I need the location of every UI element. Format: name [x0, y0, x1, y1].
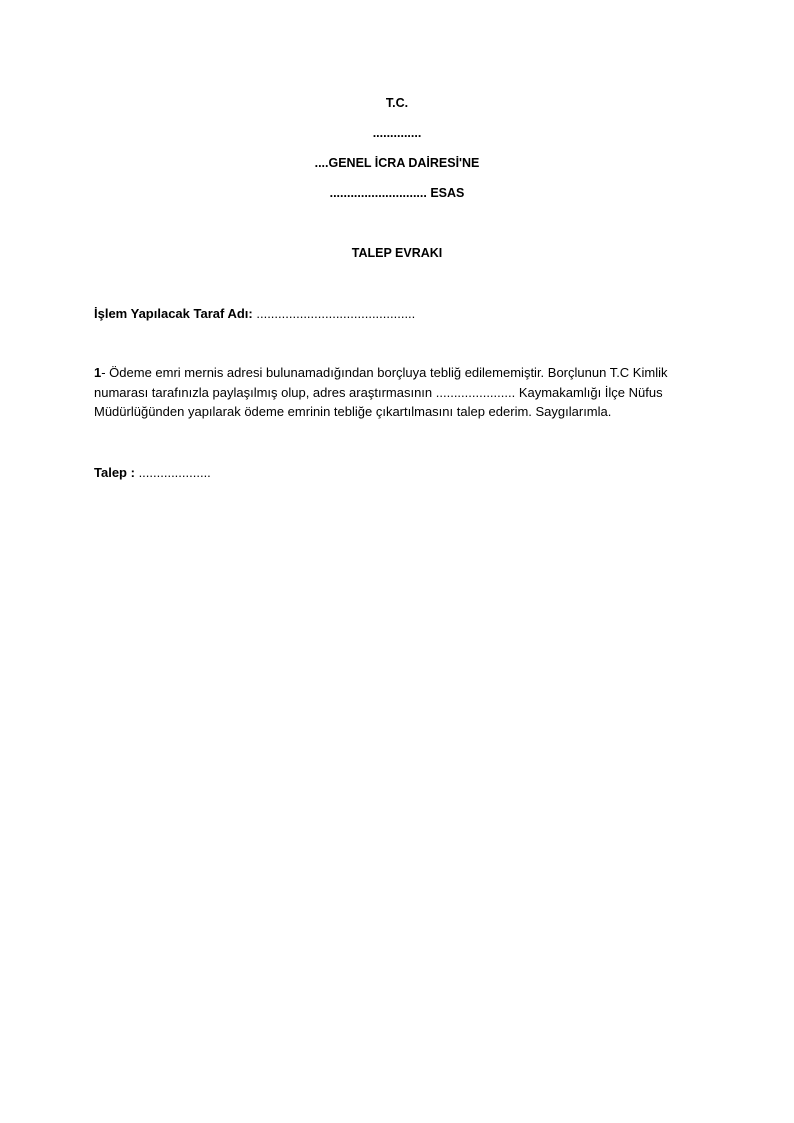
party-line — [94, 304, 700, 324]
request-label: Talep : — [94, 465, 135, 480]
party-label: İşlem Yapılacak Taraf Adı: — [94, 306, 253, 321]
header-placeholder: .............. — [372, 126, 422, 140]
paragraph-text: - Ödeme emri mernis adresi bulunamadığından borçluya tebliğ edilememiştir. Borçlunun T.C Kimlik numarası tarafınızla paylaşılmış olup, adres araştırmasının ...................... Kaymakamlığı İlçe Nüfus Müdürlüğünden yapılarak ödeme emrinin tebliğe çıkartılmasını talep ederim. Saygılarımla. — [94, 365, 668, 419]
document-title: TALEP EVRAKI — [351, 246, 443, 260]
request-line — [94, 463, 700, 483]
paragraph-number: 1 — [94, 365, 102, 380]
header-case-number: ............................ ESAS — [329, 186, 465, 200]
paragraph-1 — [94, 363, 700, 422]
header-office: ....GENEL İCRA DAİRESİ'NE — [314, 156, 480, 170]
party-value: ............................................ — [256, 306, 416, 321]
header-tc: T.C. — [385, 96, 409, 110]
request-value: .................... — [138, 465, 211, 480]
